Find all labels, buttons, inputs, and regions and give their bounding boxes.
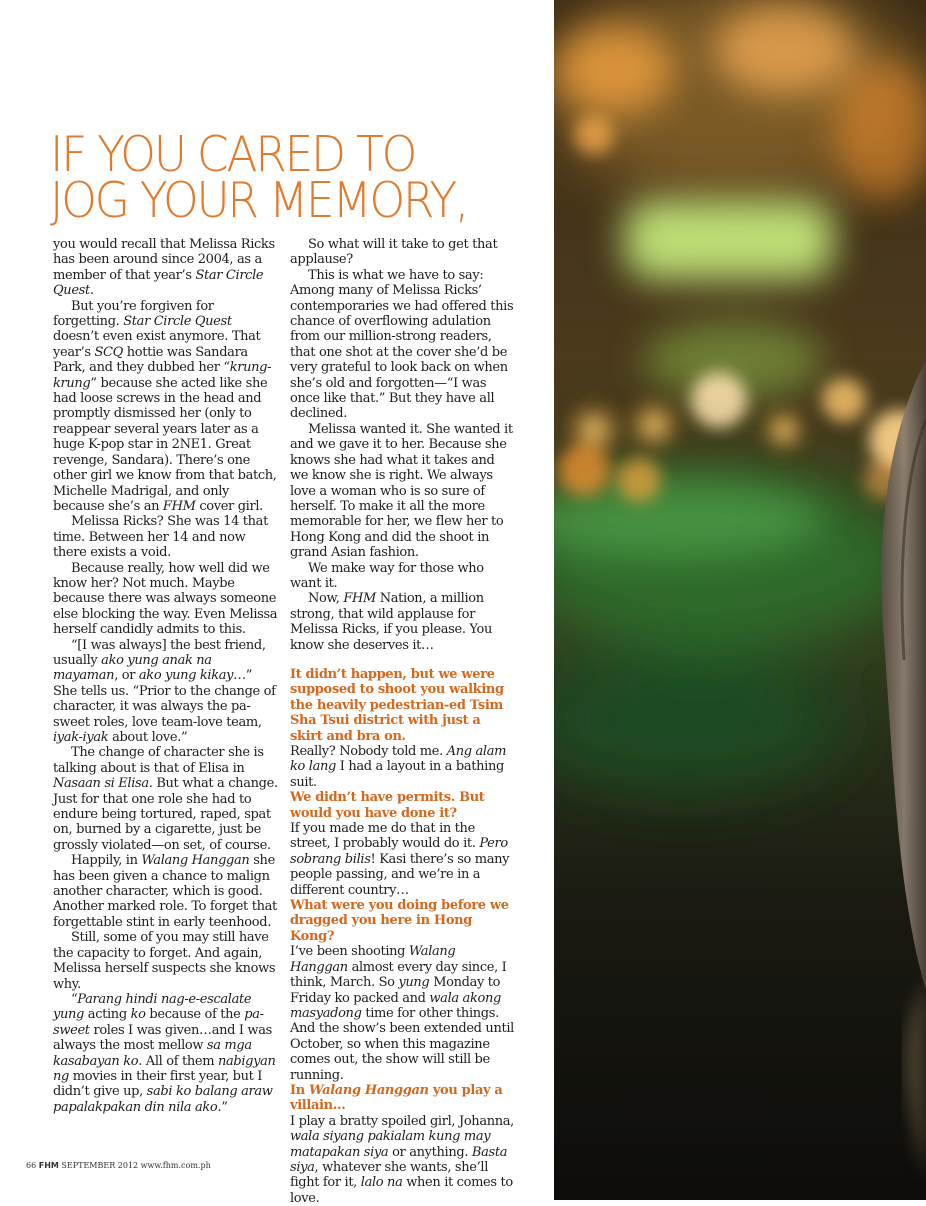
headline-line-1: IF YOU CARED TO: [50, 126, 416, 183]
italic-run: Basta siya: [290, 1144, 508, 1175]
headline: [50, 126, 487, 229]
page-footer: [26, 1161, 211, 1170]
text-run: We make way for those who want it.: [290, 560, 484, 591]
article-paragraph: [53, 299, 279, 515]
text-run: cover girl.: [195, 498, 263, 514]
text-run: . All of them: [138, 1053, 218, 1069]
interview-question: [290, 790, 516, 821]
text-run: In: [290, 1082, 310, 1098]
text-run: “[I was always] the best friend, usually: [53, 637, 266, 668]
article-paragraph: [290, 561, 516, 592]
text-run: , or: [114, 668, 139, 684]
text-run: The change of character she is talking about is that of Elisa in: [53, 745, 264, 776]
italic-run: lalo na: [360, 1175, 403, 1191]
text-run: . But what a change. Just for that one role she had to endure being tortured, raped, spat on, burned by a cigarette, just be grossly violated—on set, of course.: [53, 776, 278, 853]
website-link[interactable]: www.fhm.com.ph: [140, 1161, 211, 1170]
issue-date: SEPTEMBER 2012: [61, 1161, 139, 1170]
italic-run: Walang Hanggan: [290, 944, 456, 975]
interview-question: [290, 898, 516, 944]
text-run: about love.”: [108, 730, 188, 745]
italic-run: yung: [398, 975, 430, 991]
article-paragraph: [290, 268, 516, 422]
italic-run: sa mga kasabayan ko: [53, 1038, 252, 1069]
text-run: Melissa Ricks? She was 14 that time. Between her 14 and now there exists a void.: [53, 514, 268, 561]
article-paragraph: [53, 514, 279, 560]
text-run: because of the: [145, 1007, 245, 1023]
text-run: doesn’t even exist anymore. That year’s: [53, 329, 261, 360]
italic-run: ako yung kikay: [138, 668, 234, 684]
text-run: , whatever she wants, she’ll fight for it,: [290, 1159, 489, 1191]
text-run: hottie was Sandara Park, and they dubbed her “: [53, 344, 248, 376]
italic-run: ako yung anak na mayaman: [53, 652, 212, 684]
interview-answer: [290, 821, 516, 898]
text-run: So what will it take to get that applause?: [290, 237, 498, 268]
italic-run: Walang Hanggan: [309, 1082, 429, 1098]
text-run: But you’re forgiven for forgetting.: [53, 298, 214, 330]
text-run: ” because she acted like she had loose screws in the head and promptly dismissed her (only to reappear several years later as a huge K-pop star in 2NE1. Great revenge, Sandara). There’s one other girl we know from that batch, Michelle Madrigal, and only because she’s an: [53, 375, 277, 514]
text-run: Really? Nobody told me.: [290, 744, 447, 759]
magazine-name: FHM: [38, 1161, 59, 1170]
page-number: 66: [26, 1161, 37, 1170]
text-run: “: [71, 991, 78, 1007]
italic-run: Star Circle Quest: [53, 267, 264, 299]
text-run: I had a layout in a bathing suit.: [290, 759, 504, 790]
text-run: Nation, a million strong, that wild applause for Melissa Ricks, if you please. You know she deserves it…: [290, 591, 493, 653]
text-run: acting: [84, 1007, 131, 1023]
text-run: If you made me do that in the street, I probably would do it.: [290, 821, 480, 852]
interview-answer: [290, 1114, 516, 1206]
interview-question: [290, 667, 516, 744]
italic-run: wala akong masyadong: [290, 990, 501, 1021]
text-run: you play a villain…: [290, 1082, 503, 1114]
italic-run: Walang Hanggan: [141, 853, 250, 869]
text-run: roles I was given…and I was always the most mellow: [53, 1022, 272, 1054]
article-paragraph: [53, 930, 279, 992]
text-run: I’ve been shooting: [290, 944, 409, 960]
cover-photo-bokeh: [554, 0, 926, 1200]
italic-run: Parang hindi nag-e-escalate yung: [53, 991, 252, 1023]
interview-answer: [290, 744, 516, 790]
text-run: Because really, how well did we know her? Not much. Maybe because there was always someone else blocking the way. Even Melissa herself candidly admits to this.: [53, 560, 278, 638]
text-run: ! Kasi there’s so many people passing, and we’re in a different country…: [290, 851, 510, 898]
italic-run: ko: [130, 1007, 146, 1023]
text-run: or anything.: [388, 1144, 472, 1160]
text-run: What were you doing before we dragged you here in Hong Kong?: [290, 898, 509, 944]
italic-run: nabigyan ng: [53, 1053, 276, 1084]
italic-run: Pero sobrang bilis: [290, 836, 508, 867]
article-paragraph: [290, 237, 516, 268]
text-run: time for other things. And the show’s been extended until October, so when this magazine comes out, the show will still be running.: [290, 1005, 514, 1083]
italic-run: wala siyang pakialam kung may matapakan siya: [290, 1129, 491, 1160]
italic-run: SCQ: [94, 344, 123, 360]
interview-question: [290, 1083, 516, 1114]
italic-run: Star Circle Quest: [123, 314, 232, 330]
italic-run: FHM: [162, 498, 196, 514]
italic-run: sabi ko balang araw papalakpakan din nila ako: [53, 1084, 273, 1115]
text-run: Melissa wanted it. She wanted it and we gave it to her. Because she knows she had what it takes and we know she is right. We always love a woman who is so sure of herself. To make it all the more memorable for her, we flew her to Hong Kong and did the shoot in grand Asian fashion.: [290, 421, 513, 561]
italic-run: Nasaan si Elisa: [53, 776, 149, 792]
article-paragraph: [53, 853, 279, 930]
article-paragraph: [53, 745, 279, 853]
text-run: …” She tells us. “Prior to the change of character, it was always the pa-sweet roles, love team-love team,: [53, 668, 276, 730]
italic-run: Ang alam ko lang: [290, 744, 507, 775]
article-column-left: [53, 237, 279, 1115]
italic-run: krung-krung: [53, 360, 272, 391]
article-paragraph: [53, 992, 279, 1115]
text-run: Happily, in: [71, 853, 142, 869]
text-run: This is what we have to say: Among many of Melissa Ricks’ contemporaries we had offered this chance of overflowing adulation from our million-strong readers, that one shot at the cover she’d be very grateful to look back on when she’s old and forgotten—“I was once like that.” But they have all declined.: [290, 267, 514, 422]
text-run: when it comes to love.: [290, 1175, 513, 1206]
text-run: almost every day since, I think, March. So: [290, 959, 507, 991]
text-run: .: [89, 283, 94, 299]
text-run: you would recall that Melissa Ricks has been around since 2004, as a member of that year’s: [53, 237, 275, 283]
text-run: It didn’t happen, but we were supposed to shoot you walking the heavily pedestrian-ed Tsim Sha Tsui district with just a skirt and bra on.: [290, 666, 504, 744]
article-paragraph: [290, 591, 516, 653]
article-paragraph: [53, 638, 279, 746]
text-run: I play a bratty spoiled girl, Johanna,: [290, 1113, 514, 1129]
article-paragraph: [53, 237, 279, 299]
text-run: Monday to Friday ko packed and: [290, 975, 501, 1006]
article-paragraph: [53, 561, 279, 638]
text-run: movies in their first year, but I didn’t give up,: [53, 1068, 263, 1100]
italic-run: pa-sweet: [53, 1007, 264, 1038]
interview-answer: [290, 944, 516, 1083]
text-run: Still, some of you may still have the capacity to forget. And again, Melissa herself suspects she knows why.: [53, 930, 276, 992]
article-column-right: [290, 237, 516, 1206]
headline-line-2: JOG YOUR MEMORY,: [50, 172, 467, 229]
italic-run: iyak-iyak: [53, 730, 109, 745]
text-run: Now,: [308, 591, 344, 607]
article-paragraph: [290, 422, 516, 561]
text-run: she has been given a chance to malign another character, which is good. Another marked role. To forget that forgettable stint in early teenhood.: [53, 853, 277, 930]
text-run: .”: [217, 1099, 228, 1115]
photo-illustration: [554, 0, 926, 1200]
italic-run: FHM: [343, 591, 376, 607]
text-run: We didn’t have permits. But would you have done it?: [290, 790, 485, 821]
